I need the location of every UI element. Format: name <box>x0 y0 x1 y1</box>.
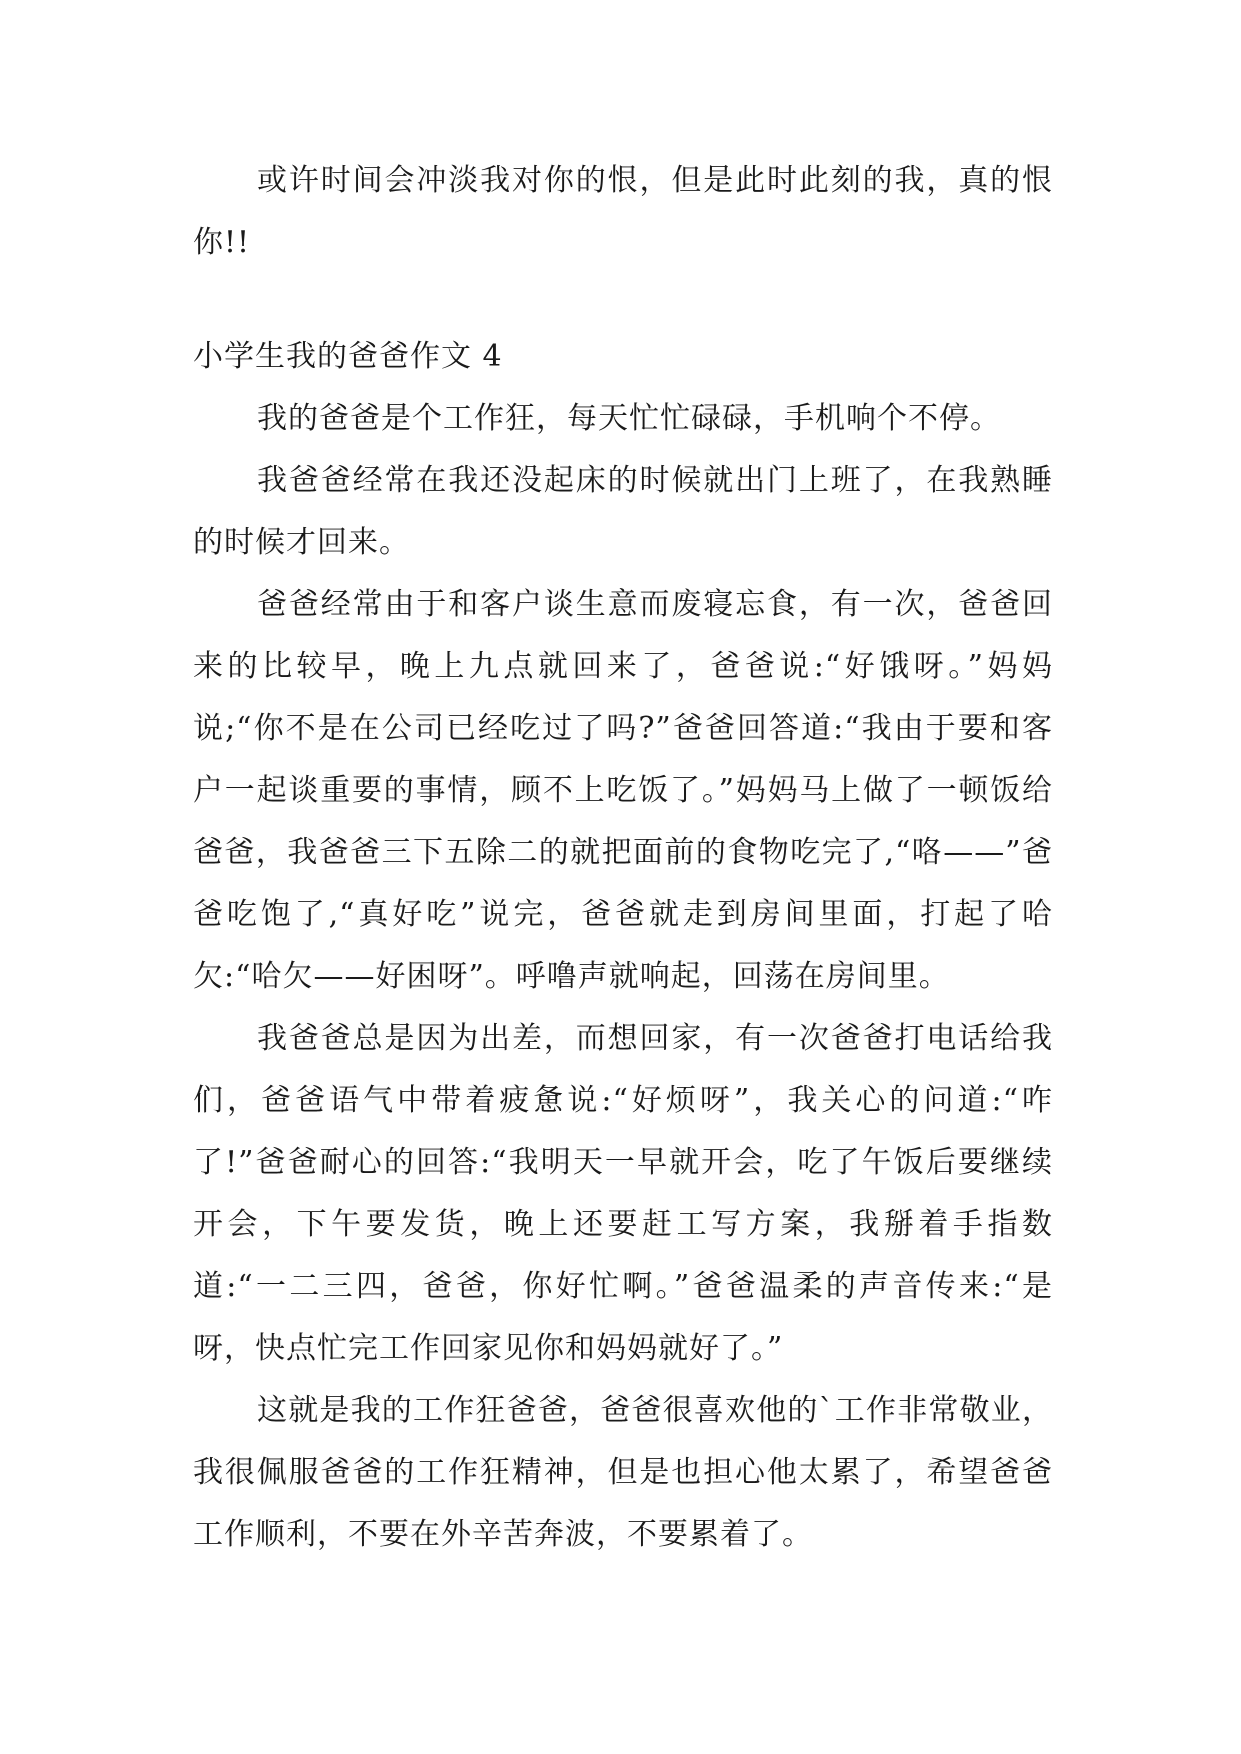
body-paragraph: 我的爸爸是个工作狂，每天忙忙碌碌，手机响个不停。 <box>257 401 1001 436</box>
document-page <box>193 150 1053 1566</box>
body-paragraph: 这就是我的工作狂爸爸，爸爸很喜欢他的`工作非常敬业，我很佩服爸爸的工作狂精神，但是也担心他太累了，希望爸爸工作顺利，不要在外辛苦奔波，不要累着了。 <box>193 1393 1053 1552</box>
section-title: 小学生我的爸爸作文 4 <box>193 339 503 374</box>
intro-paragraph: 或许时间会冲淡我对你的恨，但是此时此刻的我，真的恨你!! <box>193 163 1053 260</box>
body-paragraph: 爸爸经常由于和客户谈生意而废寝忘食，有一次，爸爸回来的比较早，晚上九点就回来了，爸爸说:“好饿呀。”妈妈说;“你不是在公司已经吃过了吗?”爸爸回答道:“我由于要和客户一起谈重要的事情，顾不上吃饭了。”妈妈马上做了一顿饭给爸爸，我爸爸三下五除二的就把面前的食物吃完了,“咯——”爸爸吃饱了,“真好吃”说完，爸爸就走到房间里面，打起了哈欠:“哈欠——好困呀”。呼噜声就响起，回荡在房间里。 <box>193 587 1053 994</box>
body-paragraph: 我爸爸总是因为出差，而想回家，有一次爸爸打电话给我们，爸爸语气中带着疲惫说:“好烦呀”，我关心的问道:“咋了!”爸爸耐心的回答:“我明天一早就开会，吃了午饭后要继续开会，下午要发货，晚上还要赶工写方案，我掰着手指数道:“一二三四，爸爸，你好忙啊。”爸爸温柔的声音传来:“是呀，快点忙完工作回家见你和妈妈就好了。” <box>193 1021 1053 1366</box>
section-gap <box>193 274 1053 326</box>
body-paragraph: 我爸爸经常在我还没起床的时候就出门上班了，在我熟睡的时候才回来。 <box>193 463 1053 560</box>
